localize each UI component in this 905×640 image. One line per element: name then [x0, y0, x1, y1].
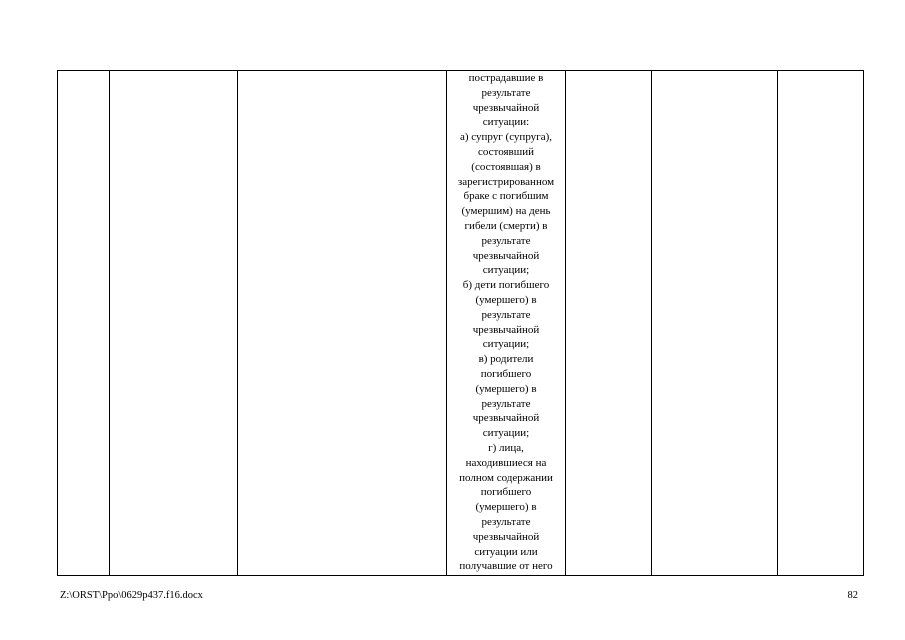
table-cell-col6 [652, 71, 778, 576]
cell-line: в) родители [478, 353, 534, 366]
cell-line: (умершего) в [475, 382, 537, 395]
cell-line: (состоявшая) в [471, 160, 541, 173]
cell-line: чрезвычайной [472, 412, 540, 425]
table-cell-recipients [447, 71, 566, 576]
cell-line: погибшего [480, 367, 532, 380]
cell-line: результате [481, 515, 531, 528]
cell-line: ситуации; [482, 264, 530, 277]
cell-line: (умершего) в [475, 293, 537, 306]
table-cell-col7 [778, 71, 864, 576]
footer-page-number: 82 [847, 590, 858, 601]
cell-line: браке с погибшим [463, 190, 549, 203]
table-cell-col5 [566, 71, 652, 576]
table-cell-col2 [110, 71, 238, 576]
cell-line: результате [481, 86, 531, 99]
cell-line: погибшего [480, 486, 532, 499]
table-cell-col1 [58, 71, 110, 576]
footer-file-path: Z:\ORST\Ppo\0629p437.f16.docx [60, 590, 203, 601]
cell-line: (умершим) на день [461, 205, 551, 218]
cell-line: чрезвычайной [472, 101, 540, 114]
cell-line: результате [481, 308, 531, 321]
cell-line: (умершего) в [475, 501, 537, 514]
cell-line: гибели (смерти) в [464, 219, 548, 232]
cell-line: получавшие от него [459, 560, 553, 573]
cell-line: находившиеся на [465, 456, 547, 469]
cell-line: ситуации или [474, 545, 538, 558]
cell-line: чрезвычайной [472, 249, 540, 262]
cell-line: результате [481, 397, 531, 410]
cell-line: пострадавшие в [468, 72, 544, 84]
table-row [58, 71, 864, 576]
cell-line: ситуации: [482, 116, 530, 129]
cell-line: результате [481, 234, 531, 247]
cell-line: состоявший [478, 145, 534, 158]
cell-line: зарегистрированном [457, 175, 555, 188]
cell-line: ситуации; [482, 338, 530, 351]
cell-line: чрезвычайной [472, 323, 540, 336]
cell-line: а) супруг (супруга), [460, 131, 552, 144]
table-cell-col3 [238, 71, 447, 576]
cell-line: чрезвычайной [472, 530, 540, 543]
cell-line: полном содержании [459, 471, 553, 484]
cell-line: г) лица, [488, 441, 524, 454]
cell-line: ситуации; [482, 427, 530, 440]
document-table [57, 70, 864, 576]
cell-line: б) дети погибшего [462, 279, 550, 292]
